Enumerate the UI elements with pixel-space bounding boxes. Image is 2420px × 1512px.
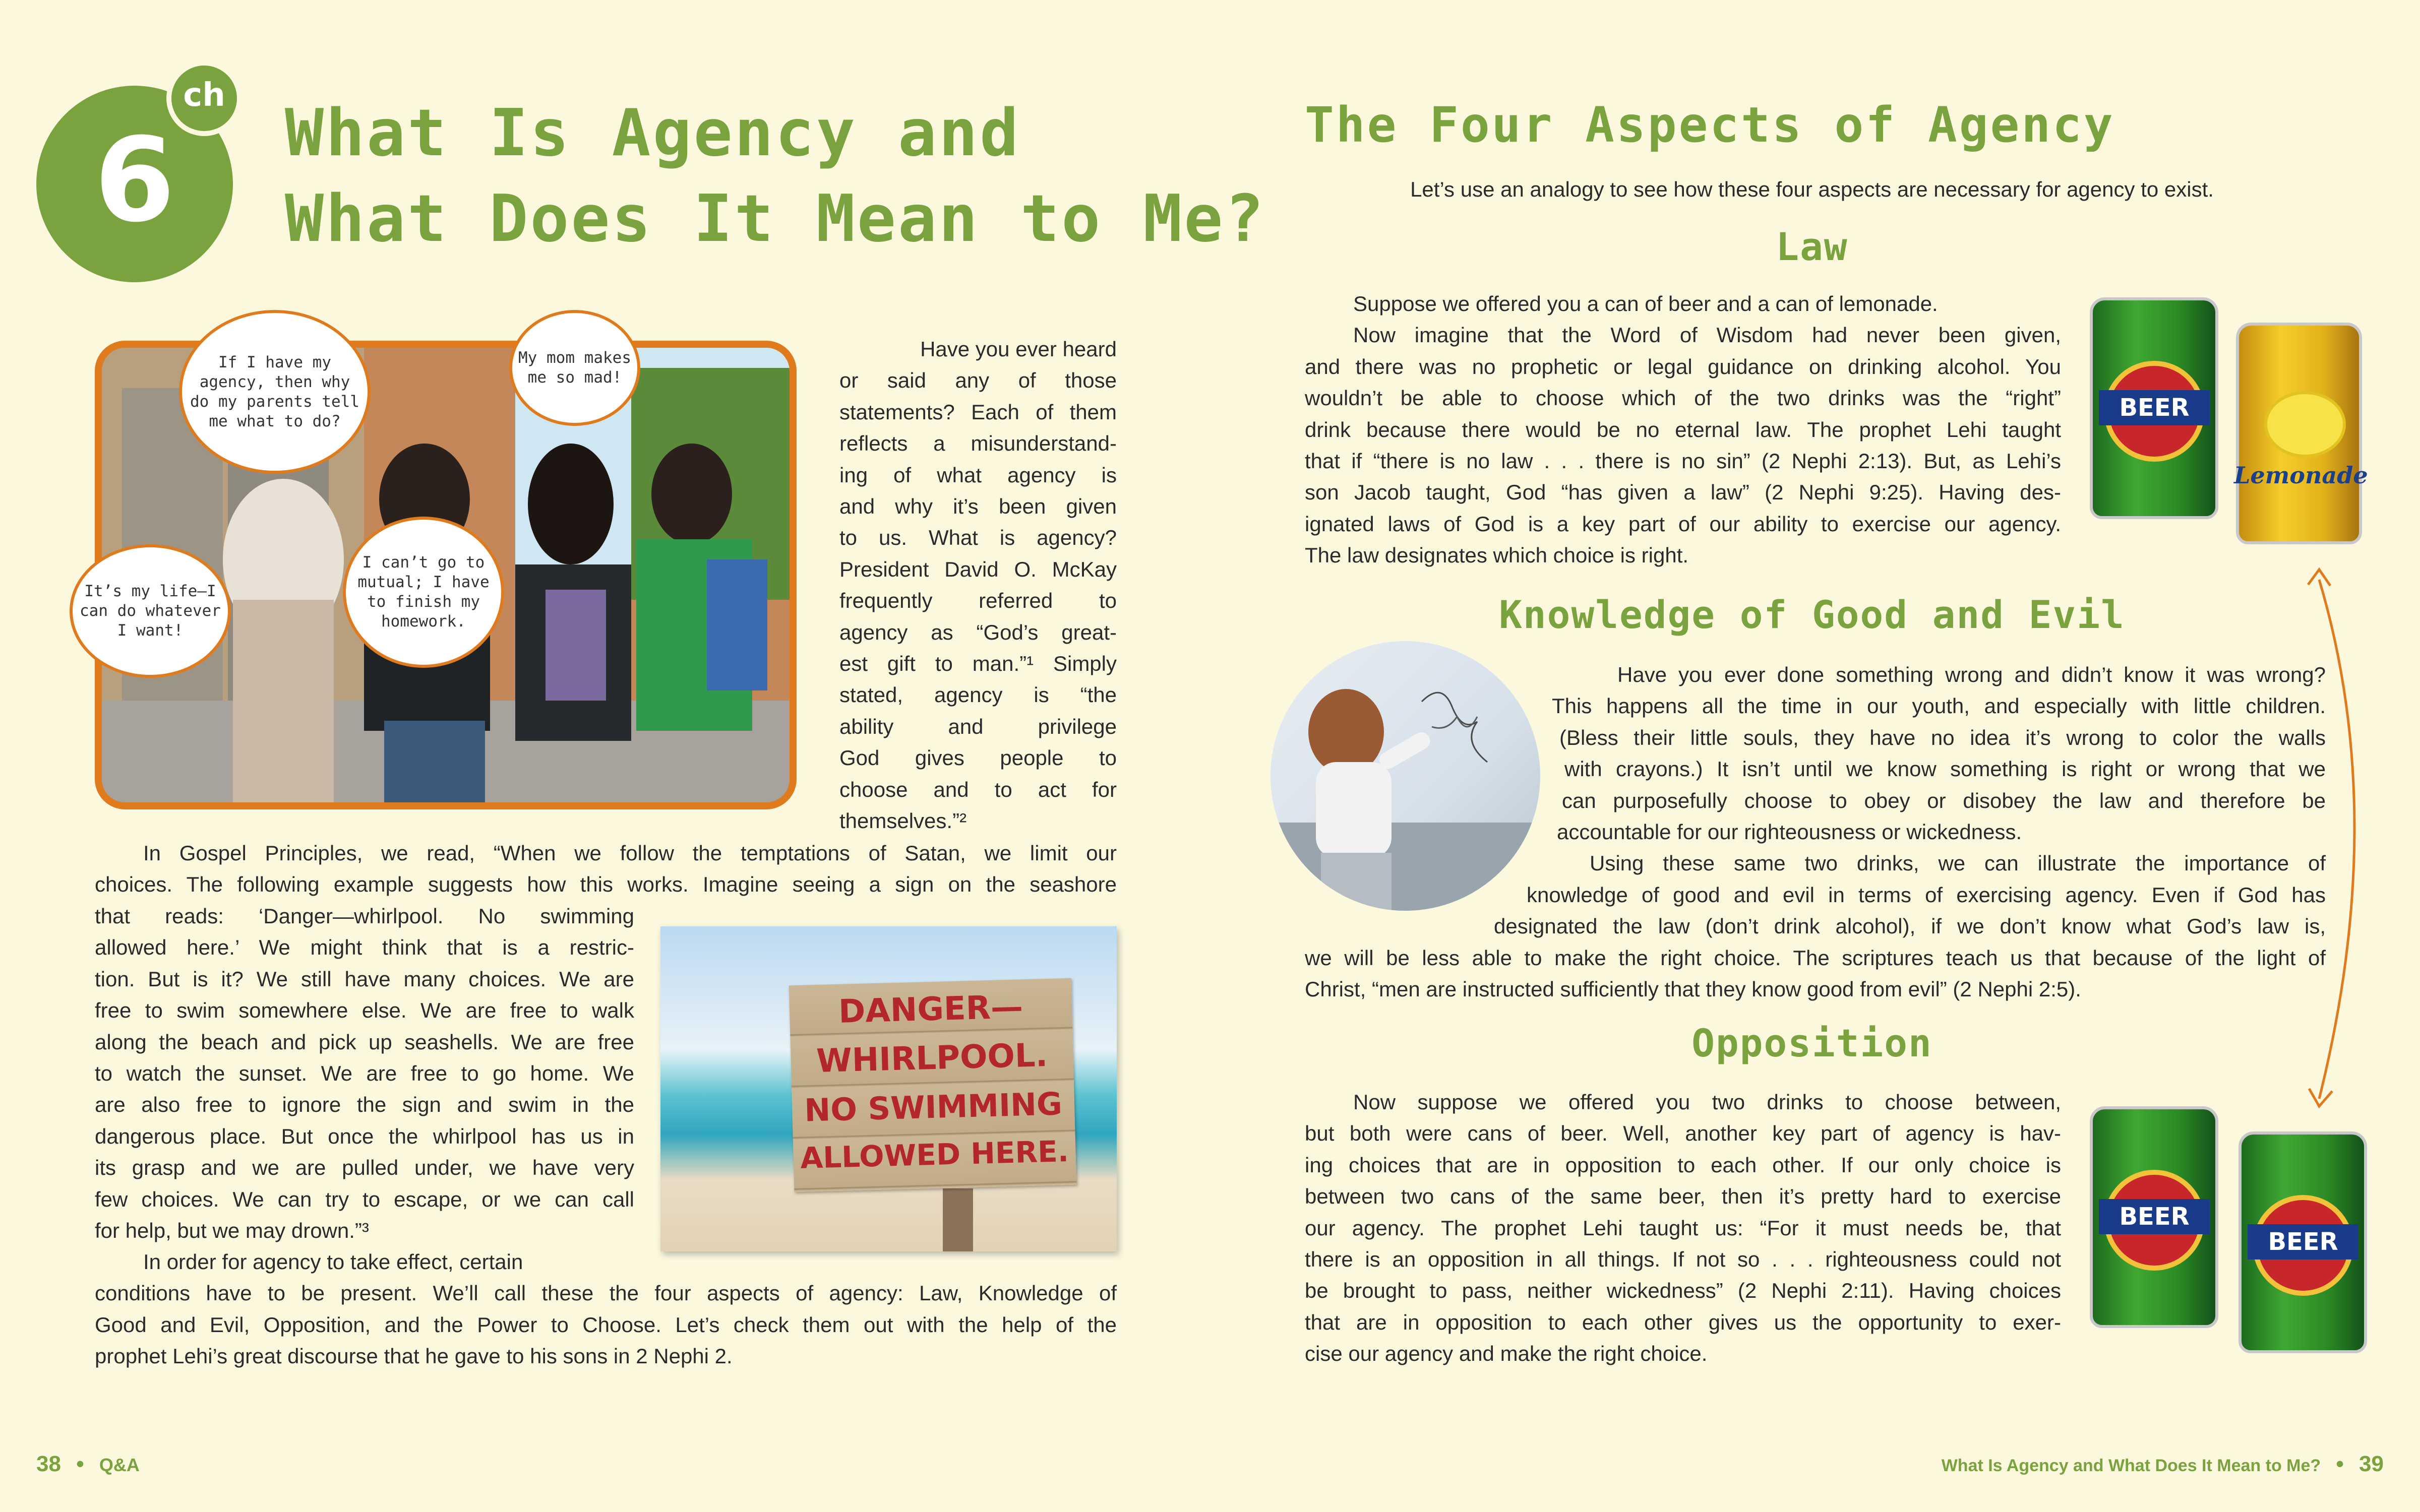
law-line: ignated laws of God is a key part of our ability to exercise our agency. — [1305, 512, 2061, 536]
knowledge-line: (Bless their little souls, they have no idea it’s wrong to color the walls — [1559, 725, 2326, 749]
knowledge-heading: Knowledge of Good and Evil — [1499, 592, 2125, 637]
speech-bubble-mutual: I can’t go to mutual; I have to finish my homework. — [343, 517, 504, 668]
gospel-line: are also free to ignore the sign and swim in the — [95, 1093, 634, 1117]
intro-line: or said any of those — [839, 368, 1117, 393]
chapter-label: ch — [183, 77, 225, 114]
beach-sign-photo — [660, 926, 1117, 1251]
opposition-paragraph — [1305, 1087, 2061, 1370]
intro-line: frequently referred to — [839, 589, 1117, 613]
intro-line: choose and to act for — [839, 777, 1117, 801]
beer-can-label: BEER — [2099, 1199, 2210, 1234]
footer-right — [1942, 1452, 2384, 1477]
law-line: that if “there is no law . . . there is no sin” (2 Nephi 2:13). But, as Lehi’s — [1305, 449, 2061, 473]
page-number-left: 38 — [36, 1452, 61, 1476]
speech-bubble-parents: If I have my agency, then why do my parents tell me what to do? — [179, 310, 371, 474]
opposition-line: but both were cans of beer. Well, another key part of agency is hav- — [1305, 1121, 2061, 1146]
law-paragraph — [1305, 288, 2061, 572]
knowledge-line: we will be less able to make the right choice. The scriptures teach us that because of the light of — [1305, 946, 2326, 970]
law-line: drink because there would be no eternal law. The prophet Lehi taught — [1305, 417, 2061, 442]
knowledge-line: Have you ever done something wrong and didn’t know it was wrong? — [1617, 663, 2326, 686]
lemonade-can-label: Lemonade — [2234, 462, 2368, 489]
speech-bubble-mom: My mom makes me so mad! — [509, 310, 640, 426]
opposition-line: there is an opposition in all things. If not so . . . righteousness could not — [1305, 1247, 2061, 1272]
law-line: Now imagine that the Word of Wisdom had never been given, — [1353, 323, 2061, 347]
intro-line: reflects a misunderstand- — [839, 431, 1117, 456]
gospel-line: few choices. We can try to escape, or we can call — [95, 1187, 634, 1211]
knowledge-line: Using these same two drinks, we can illustrate the importance of — [1590, 851, 2326, 875]
opposition-line: Now suppose we offered you two drinks to choose between, — [1353, 1090, 2061, 1114]
beer-can-label: BEER — [2099, 390, 2210, 425]
beer-can-1 — [2090, 297, 2218, 519]
order-line: conditions have to be present. We’ll call these the four aspects of agency: Law, Knowledge of — [95, 1281, 1117, 1305]
gospel-line: to watch the sunset. We are free to go home. We — [95, 1061, 634, 1086]
beer-can-label-badge — [2253, 1195, 2353, 1296]
intro-line: ability and privilege — [839, 714, 1117, 738]
chapter-number: 6 — [94, 113, 175, 248]
gospel-line: tion. But is it? We still have many choices. We are — [95, 967, 634, 991]
knowledge-line: This happens all the time in our youth, and especially with little children. — [1552, 694, 2326, 718]
sign-line: DANGER— — [838, 988, 1023, 1031]
opposition-line: that are in opposition to each other gives us the opportunity to exer- — [1305, 1310, 2061, 1334]
beer-can-label-badge — [2104, 1170, 2205, 1271]
sign-post — [943, 1188, 973, 1251]
gospel-line: In Gospel Principles, we read, “When we follow the temptations of Satan, we limit our — [143, 841, 1117, 865]
law-line: wouldn’t be able to choose which of the two drinks was the “right” — [1305, 386, 2061, 410]
beer-can-label-badge — [2104, 361, 2205, 462]
knowledge-line: accountable for our righteousness or wickedness. — [1557, 820, 2022, 844]
footer-section: Q&A — [99, 1455, 140, 1475]
intro-line: God gives people to — [839, 746, 1117, 770]
footer-bullet: • — [76, 1452, 84, 1476]
intro-column — [839, 334, 1117, 837]
sign-board — [789, 978, 1077, 1192]
law-heading: Law — [1776, 224, 1848, 269]
opposition-line: our agency. The prophet Lehi taught us: “For it must needs be, that — [1305, 1216, 2061, 1240]
opposition-line: cise our agency and make the right choice. — [1305, 1342, 1708, 1366]
intro-line: to us. What is agency? — [839, 526, 1117, 550]
chapter-title-line-1: What Is Agency and — [285, 96, 1021, 171]
gospel-line: allowed here.’ We might think that is a restric- — [95, 935, 634, 960]
knowledge-line: with crayons.) It isn’t until we know something is right or wrong that we — [1564, 757, 2326, 781]
gospel-line: for help, but we may drown.”³ — [95, 1219, 369, 1243]
gospel-paragraph-top — [95, 838, 1117, 901]
opposition-line: ing choices that are in opposition to each other. If our only choice is — [1305, 1153, 2061, 1177]
gospel-line: its grasp and we are pulled under, we have very — [95, 1156, 634, 1180]
chapter-label-badge — [166, 60, 242, 136]
law-line: Suppose we offered you a can of beer and a can of lemonade. — [1353, 292, 1938, 316]
page-number-right: 39 — [2359, 1452, 2384, 1476]
gospel-paragraph-wrap — [95, 901, 634, 1246]
gospel-line: that reads: ‘Danger—whirlpool. No swimming — [95, 904, 634, 928]
order-line: prophet Lehi’s great discourse that he gave to his sons in 2 Nephi 2. — [95, 1344, 733, 1368]
knowledge-line: can purposefully choose to obey or disobey the law and therefore be — [1562, 788, 2326, 812]
sign-line: WHIRLPOOL. — [816, 1037, 1048, 1081]
chapter-title-line-2: What Does It Mean to Me? — [285, 181, 1266, 257]
knowledge-line: Christ, “men are instructed sufficiently that they know good from evil” (2 Nephi 2:5). — [1305, 977, 2081, 1001]
gospel-line: choices. The following example suggests how this works. Imagine seeing a sign on the seashore — [95, 872, 1117, 897]
opposition-line: between two cans of the same beer, then it’s pretty hard to exercise — [1305, 1184, 2061, 1209]
law-line: The law designates which choice is right. — [1305, 543, 1689, 568]
law-line: and there was no prophetic or legal guidance on drinking alcohol. You — [1305, 354, 2061, 379]
order-paragraph — [95, 1246, 1117, 1372]
gospel-line: free to swim somewhere else. We are free to walk — [95, 998, 634, 1023]
footer-chapter-title: What Is Agency and What Does It Mean to Me? — [1941, 1456, 2321, 1475]
aspects-title: The Four Aspects of Agency — [1305, 97, 2115, 153]
opposition-line: be brought to pass, neither wickedness” (2 Nephi 2:11). Having choices — [1305, 1279, 2061, 1303]
intro-line: President David O. McKay — [839, 557, 1117, 581]
beer-can-2 — [2090, 1106, 2218, 1328]
gospel-line: dangerous place. But once the whirlpool has us in — [95, 1124, 634, 1148]
aspects-intro: Let’s use an analogy to see how these four aspects are necessary for agency to exist. — [1410, 177, 2214, 201]
order-line: Good and Evil, Opposition, and the Power to Choose. Let’s check them out with the help of the — [95, 1312, 1117, 1337]
intro-line: agency as “God’s great- — [839, 620, 1117, 644]
footer-bullet: • — [2336, 1452, 2344, 1476]
order-line: In order for agency to take effect, certain — [143, 1250, 523, 1274]
knowledge-paragraph — [1305, 659, 2326, 1005]
beer-can-label: BEER — [2248, 1224, 2358, 1259]
intro-line: stated, agency is “the — [839, 683, 1117, 707]
knowledge-line: knowledge of good and evil in terms of exercising agency. Even if God has — [1527, 883, 2326, 907]
sign-line: NO SWIMMING — [804, 1085, 1063, 1129]
intro-line: themselves.”² — [839, 809, 967, 833]
intro-line: ing of what agency is — [839, 463, 1117, 487]
gospel-line: along the beach and pick up seashells. We are free — [95, 1030, 634, 1054]
law-line: son Jacob taught, God “has given a law” (2 Nephi 9:25). Having des- — [1305, 480, 2061, 505]
speech-bubble-my-life: It’s my life—I can do whatever I want! — [70, 544, 231, 678]
footer-left — [36, 1452, 140, 1477]
intro-line: Have you ever heard — [920, 337, 1117, 361]
lemon-icon — [2264, 391, 2346, 458]
intro-line: statements? Each of them — [839, 400, 1117, 424]
intro-line: est gift to man.”¹ Simply — [839, 652, 1117, 676]
knowledge-line: designated the law (don’t drink alcohol), if we don’t know what God’s law is, — [1494, 914, 2326, 938]
sign-line: ALLOWED HERE. — [800, 1133, 1069, 1175]
opposition-heading: Opposition — [1691, 1021, 1932, 1065]
lemonade-can — [2234, 323, 2368, 544]
intro-line: and why it’s been given — [839, 494, 1117, 519]
beer-can-3 — [2238, 1131, 2367, 1353]
